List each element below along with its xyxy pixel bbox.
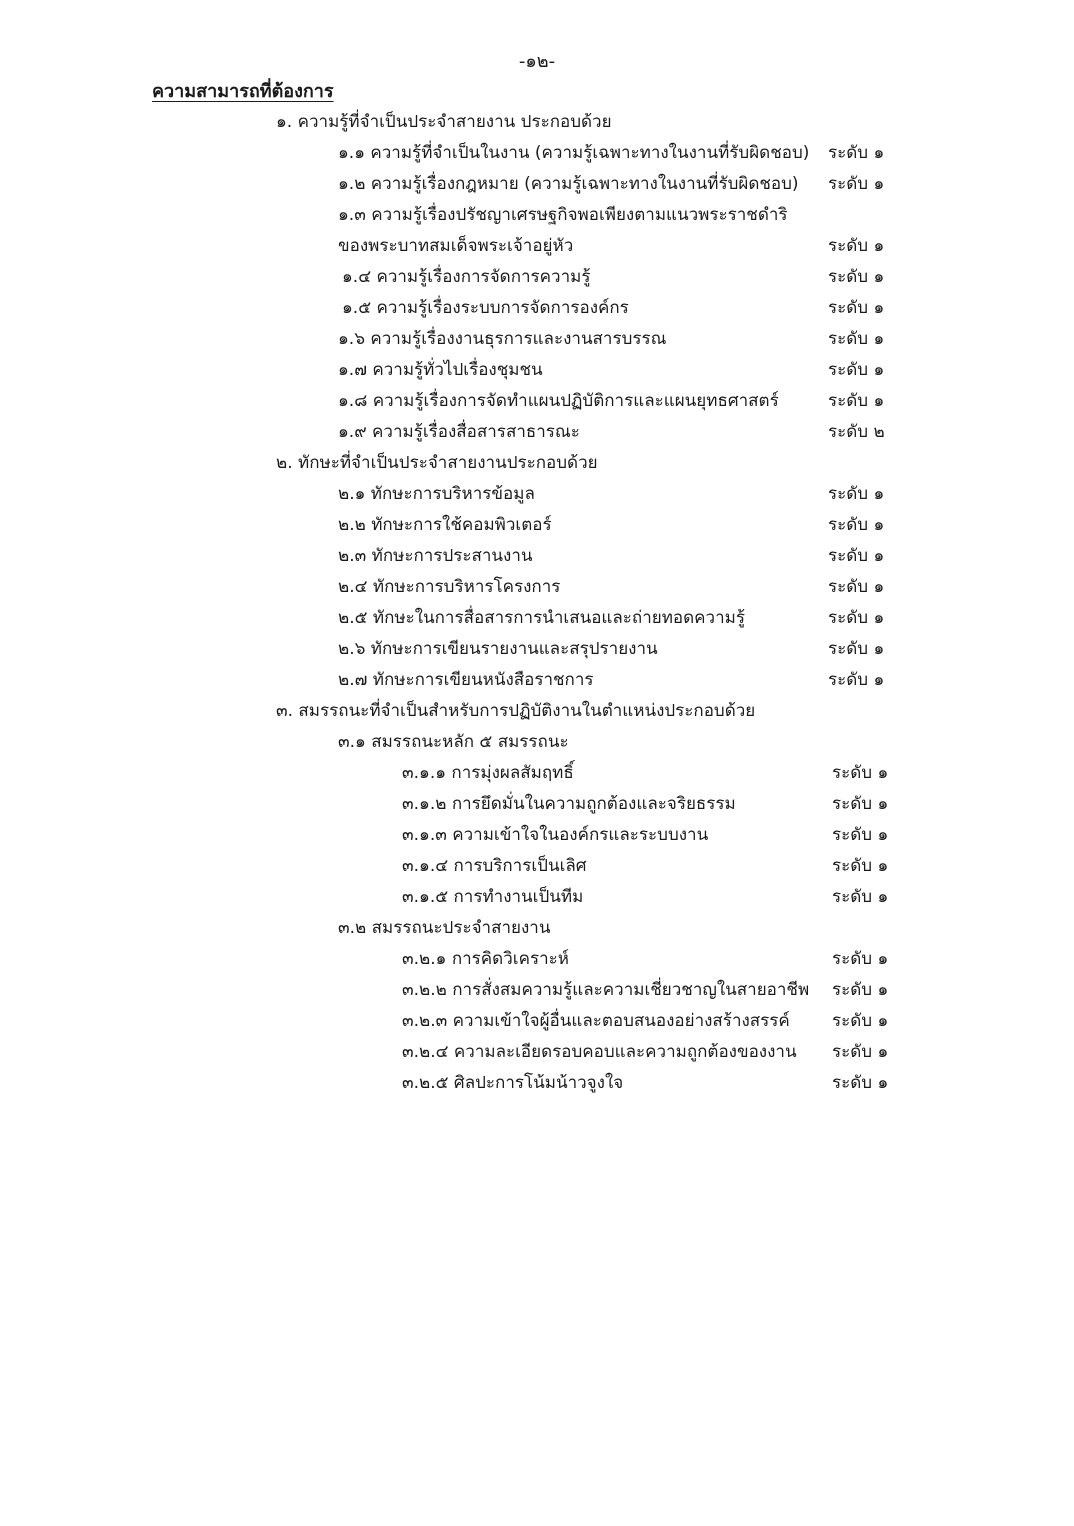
item-level: ระดับ ๑ bbox=[828, 670, 885, 690]
item-level: ระดับ ๑ bbox=[828, 515, 885, 535]
item-level: ระดับ ๑ bbox=[828, 236, 885, 256]
item-text: ๑.๑ ความรู้ที่จำเป็นในงาน (ความรู้เฉพาะทางในงานที่รับผิดชอบ) bbox=[338, 143, 810, 163]
item-level: ระดับ ๒ bbox=[828, 422, 885, 442]
item-text: ๓.๒ สมรรถนะประจำสายงาน bbox=[338, 918, 551, 938]
item-level: ระดับ ๑ bbox=[832, 1073, 889, 1093]
item-level: ระดับ ๑ bbox=[832, 794, 889, 814]
item-level: ระดับ ๑ bbox=[828, 608, 885, 628]
item-text: ๑.๕ ความรู้เรื่องระบบการจัดการองค์กร bbox=[342, 298, 629, 318]
item-text: ๒.๔ ทักษะการบริหารโครงการ bbox=[338, 577, 561, 597]
item-text: ๒.๖ ทักษะการเขียนรายงานและสรุปรายงาน bbox=[338, 639, 658, 659]
item-level: ระดับ ๑ bbox=[828, 546, 885, 566]
item-level: ระดับ ๑ bbox=[832, 949, 889, 969]
item-text: ๑.๗ ความรู้ทั่วไปเรื่องชุมชน bbox=[338, 360, 543, 380]
item-level: ระดับ ๑ bbox=[828, 143, 885, 163]
item-level: ระดับ ๑ bbox=[832, 1042, 889, 1062]
item-text: ๓.๒.๕ ศิลปะการโน้มน้าวจูงใจ bbox=[402, 1073, 624, 1093]
item-text: ๑.๓ ความรู้เรื่องปรัชญาเศรษฐกิจพอเพียงตามแนวพระราชดำริ bbox=[338, 205, 788, 225]
item-text: ๒.๒ ทักษะการใช้คอมพิวเตอร์ bbox=[338, 515, 552, 535]
item-text: ๑.๘ ความรู้เรื่องการจัดทำแผนปฏิบัติการและแผนยุทธศาสตร์ bbox=[338, 391, 779, 411]
item-level: ระดับ ๑ bbox=[832, 856, 889, 876]
item-level: ระดับ ๑ bbox=[828, 484, 885, 504]
item-text: ๓.๑.๑ การมุ่งผลสัมฤทธิ์ bbox=[402, 763, 574, 783]
item-level: ระดับ ๑ bbox=[832, 763, 889, 783]
item-text: ๒.๑ ทักษะการบริหารข้อมูล bbox=[338, 484, 535, 504]
item-text: ๑.๔ ความรู้เรื่องการจัดการความรู้ bbox=[342, 267, 591, 287]
item-text: ๒.๗ ทักษะการเขียนหนังสือราชการ bbox=[338, 670, 594, 690]
item-text: ๓.๑.๕ การทำงานเป็นทีม bbox=[402, 887, 584, 907]
item-level: ระดับ ๑ bbox=[828, 577, 885, 597]
item-text: ๑. ความรู้ที่จำเป็นประจำสายงาน ประกอบด้วย bbox=[276, 112, 612, 132]
item-text: ๓. สมรรถนะที่จำเป็นสำหรับการปฏิบัติงานในตำแหน่งประกอบด้วย bbox=[276, 701, 756, 721]
item-text: ๓.๑.๒ การยึดมั่นในความถูกต้องและจริยธรรม bbox=[402, 794, 736, 814]
item-level: ระดับ ๑ bbox=[828, 174, 885, 194]
item-level: ระดับ ๑ bbox=[832, 887, 889, 907]
item-level: ระดับ ๑ bbox=[832, 825, 889, 845]
item-text: ๑.๒ ความรู้เรื่องกฎหมาย (ความรู้เฉพาะทางในงานที่รับผิดชอบ) bbox=[338, 174, 799, 194]
item-text: ๓.๑ สมรรถนะหลัก ๕ สมรรถนะ bbox=[338, 732, 569, 752]
item-text: ๑.๙ ความรู้เรื่องสื่อสารสาธารณะ bbox=[338, 422, 580, 442]
item-text: ๑.๖ ความรู้เรื่องงานธุรการและงานสารบรรณ bbox=[338, 329, 667, 349]
item-text: ๓.๑.๓ ความเข้าใจในองค์กรและระบบงาน bbox=[402, 825, 709, 845]
item-level: ระดับ ๑ bbox=[828, 391, 885, 411]
item-level: ระดับ ๑ bbox=[832, 1011, 889, 1031]
item-level: ระดับ ๑ bbox=[828, 267, 885, 287]
item-text: ๓.๒.๓ ความเข้าใจผู้อื่นและตอบสนองอย่างสร้างสรรค์ bbox=[402, 1011, 790, 1031]
item-level: ระดับ ๑ bbox=[828, 360, 885, 380]
item-text: ๓.๒.๒ การสั่งสมความรู้และความเชี่ยวชาญในสายอาชีพ bbox=[402, 980, 810, 1000]
item-level: ระดับ ๑ bbox=[828, 298, 885, 318]
item-text: ๓.๑.๔ การบริการเป็นเลิศ bbox=[402, 856, 587, 876]
item-text: ๓.๒.๑ การคิดวิเคราะห์ bbox=[402, 949, 569, 969]
item-text: ๒. ทักษะที่จำเป็นประจำสายงานประกอบด้วย bbox=[276, 453, 598, 473]
item-level: ระดับ ๑ bbox=[828, 329, 885, 349]
section-heading: ความสามารถที่ต้องการ bbox=[152, 81, 334, 102]
page-number: -๑๒- bbox=[518, 51, 556, 72]
item-text: ของพระบาทสมเด็จพระเจ้าอยู่หัว bbox=[338, 236, 574, 256]
item-text: ๒.๕ ทักษะในการสื่อสารการนำเสนอและถ่ายทอดความรู้ bbox=[338, 608, 745, 628]
item-level: ระดับ ๑ bbox=[828, 639, 885, 659]
item-text: ๒.๓ ทักษะการประสานงาน bbox=[338, 546, 533, 566]
item-text: ๓.๒.๔ ความละเอียดรอบคอบและความถูกต้องของงาน bbox=[402, 1042, 797, 1062]
item-level: ระดับ ๑ bbox=[832, 980, 889, 1000]
